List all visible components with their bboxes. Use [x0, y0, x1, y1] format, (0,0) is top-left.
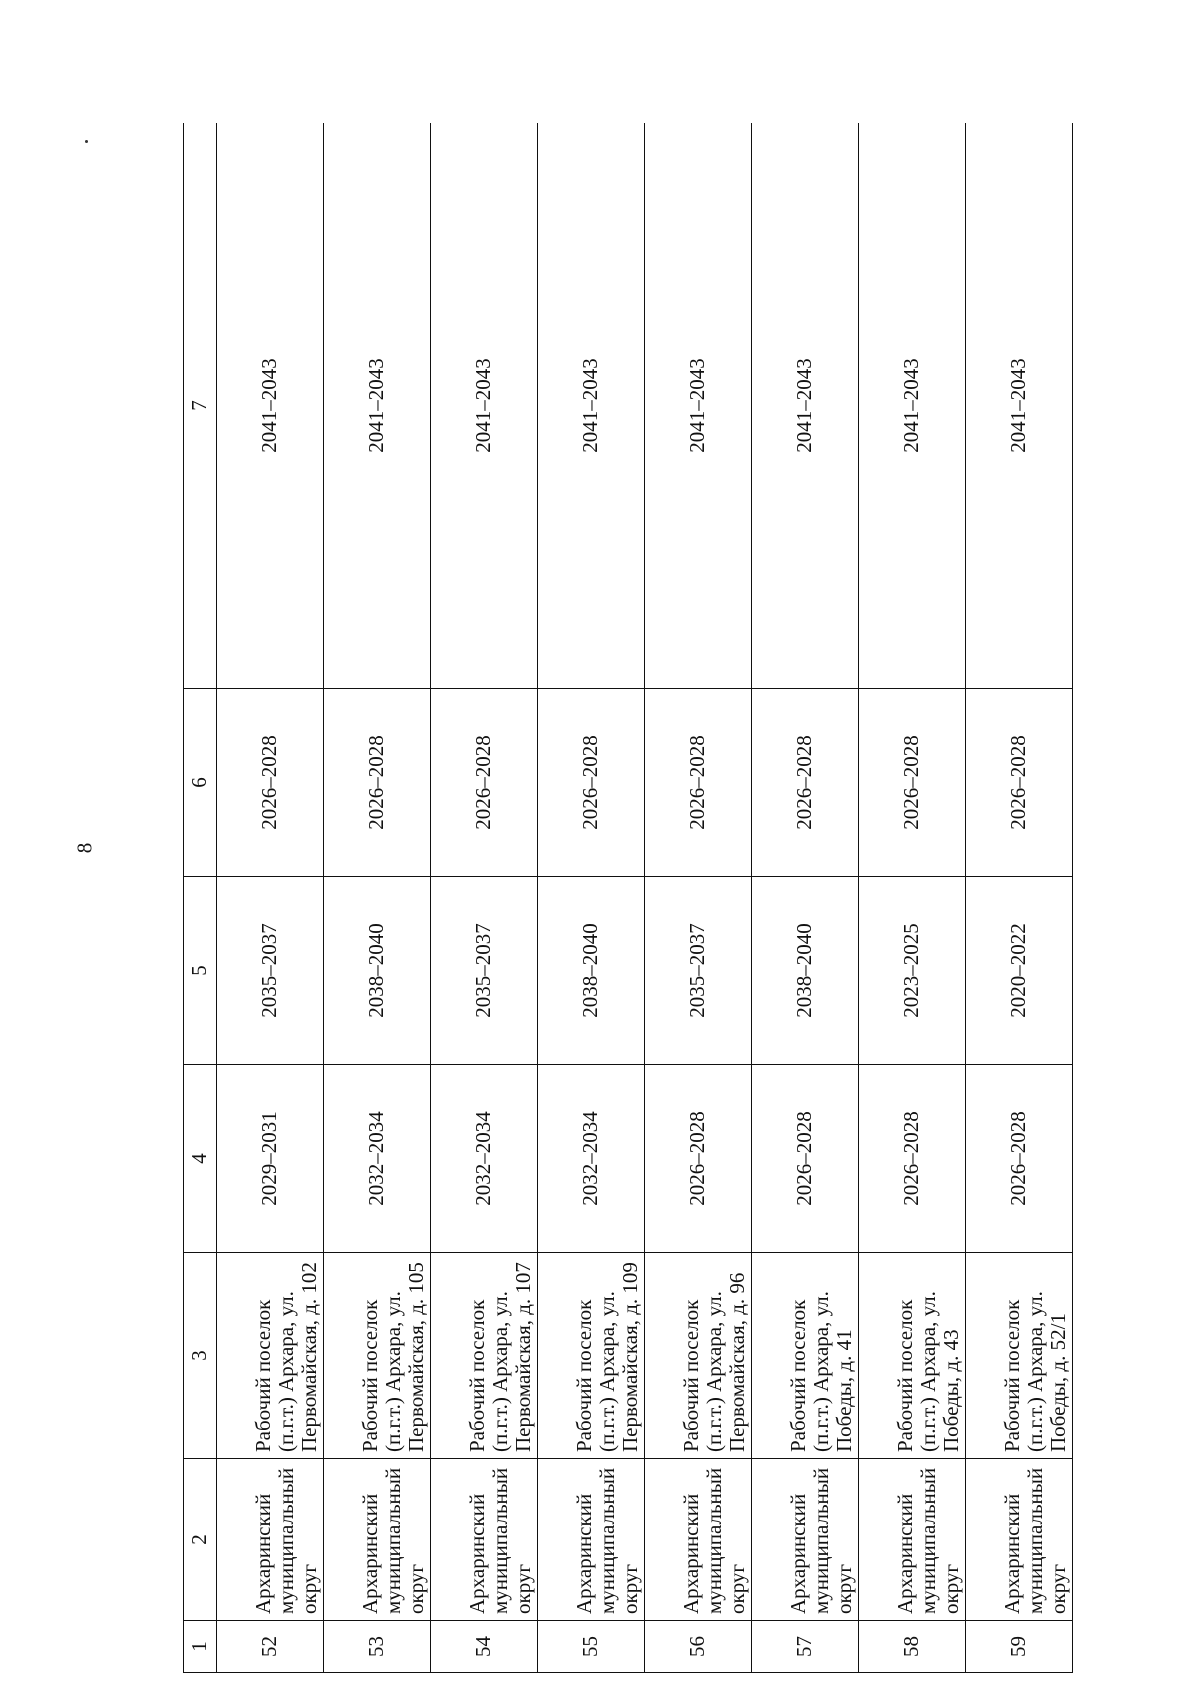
period-col-4: 2026–2028 — [645, 1065, 752, 1253]
period-col-5: 2023–2025 — [859, 877, 966, 1065]
period-col-7: 2041–2043 — [431, 123, 538, 689]
row-number: 55 — [538, 1621, 645, 1673]
period-col-5: 2020–2022 — [966, 877, 1073, 1065]
header-col-5: 5 — [184, 877, 217, 1065]
municipal-area: Архаринский муниципальный округ — [217, 1459, 324, 1621]
header-col-2: 2 — [184, 1459, 217, 1621]
table-header-row — [184, 123, 217, 1673]
period-col-5: 2038–2040 — [538, 877, 645, 1065]
header-col-4: 4 — [184, 1065, 217, 1253]
period-col-7: 2041–2043 — [859, 123, 966, 689]
period-col-7: 2041–2043 — [645, 123, 752, 689]
table-row — [431, 123, 538, 1673]
table-row — [217, 123, 324, 1673]
municipal-area: Архаринский муниципальный округ — [538, 1459, 645, 1621]
period-col-6: 2026–2028 — [859, 689, 966, 877]
address: Рабочий поселок (п.г.т.) Архара, ул. Первомайская, д. 109 — [538, 1253, 645, 1459]
municipal-area: Архаринский муниципальный округ — [752, 1459, 859, 1621]
period-col-4: 2026–2028 — [966, 1065, 1073, 1253]
table-row — [966, 123, 1073, 1673]
municipal-area: Архаринский муниципальный округ — [324, 1459, 431, 1621]
header-col-6: 6 — [184, 689, 217, 877]
address: Рабочий поселок (п.г.т.) Архара, ул. Первомайская, д. 107 — [431, 1253, 538, 1459]
scan-speck — [85, 140, 88, 143]
period-col-4: 2032–2034 — [538, 1065, 645, 1253]
period-col-6: 2026–2028 — [324, 689, 431, 877]
row-number: 52 — [217, 1621, 324, 1673]
period-col-6: 2026–2028 — [431, 689, 538, 877]
period-col-6: 2026–2028 — [752, 689, 859, 877]
municipal-area: Архаринский муниципальный округ — [859, 1459, 966, 1621]
row-number: 53 — [324, 1621, 431, 1673]
row-number: 56 — [645, 1621, 752, 1673]
address: Рабочий поселок (п.г.т.) Архара, ул. Победы, д. 41 — [752, 1253, 859, 1459]
period-col-7: 2041–2043 — [752, 123, 859, 689]
period-col-7: 2041–2043 — [217, 123, 324, 689]
address: Рабочий поселок (п.г.т.) Архара, ул. Победы, д. 52/1 — [966, 1253, 1073, 1459]
schedule-table — [183, 123, 1073, 1673]
header-col-1: 1 — [184, 1621, 217, 1673]
period-col-6: 2026–2028 — [645, 689, 752, 877]
municipal-area: Архаринский муниципальный округ — [645, 1459, 752, 1621]
period-col-6: 2026–2028 — [538, 689, 645, 877]
period-col-6: 2026–2028 — [966, 689, 1073, 877]
period-col-6: 2026–2028 — [217, 689, 324, 877]
rotated-table-wrapper — [183, 123, 1131, 1673]
table-row — [859, 123, 966, 1673]
header-col-3: 3 — [184, 1253, 217, 1459]
row-number: 57 — [752, 1621, 859, 1673]
period-col-4: 2026–2028 — [752, 1065, 859, 1253]
row-number: 54 — [431, 1621, 538, 1673]
period-col-5: 2035–2037 — [217, 877, 324, 1065]
period-col-5: 2035–2037 — [431, 877, 538, 1065]
period-col-4: 2026–2028 — [859, 1065, 966, 1253]
address: Рабочий поселок (п.г.т.) Архара, ул. Первомайская, д. 102 — [217, 1253, 324, 1459]
period-col-4: 2029–2031 — [217, 1065, 324, 1253]
municipal-area: Архаринский муниципальный округ — [431, 1459, 538, 1621]
table-row — [645, 123, 752, 1673]
period-col-5: 2038–2040 — [324, 877, 431, 1065]
period-col-7: 2041–2043 — [966, 123, 1073, 689]
address: Рабочий поселок (п.г.т.) Архара, ул. Победы, д. 43 — [859, 1253, 966, 1459]
table-row — [324, 123, 431, 1673]
period-col-4: 2032–2034 — [324, 1065, 431, 1253]
period-col-7: 2041–2043 — [538, 123, 645, 689]
header-col-7: 7 — [184, 123, 217, 689]
page-number: 8 — [72, 842, 97, 854]
address: Рабочий поселок (п.г.т.) Архара, ул. Первомайская, д. 105 — [324, 1253, 431, 1459]
period-col-5: 2035–2037 — [645, 877, 752, 1065]
period-col-4: 2032–2034 — [431, 1065, 538, 1253]
address: Рабочий поселок (п.г.т.) Архара, ул. Первомайская, д. 96 — [645, 1253, 752, 1459]
period-col-7: 2041–2043 — [324, 123, 431, 689]
table-row — [538, 123, 645, 1673]
municipal-area: Архаринский муниципальный округ — [966, 1459, 1073, 1621]
row-number: 58 — [859, 1621, 966, 1673]
period-col-5: 2038–2040 — [752, 877, 859, 1065]
row-number: 59 — [966, 1621, 1073, 1673]
table-row — [752, 123, 859, 1673]
